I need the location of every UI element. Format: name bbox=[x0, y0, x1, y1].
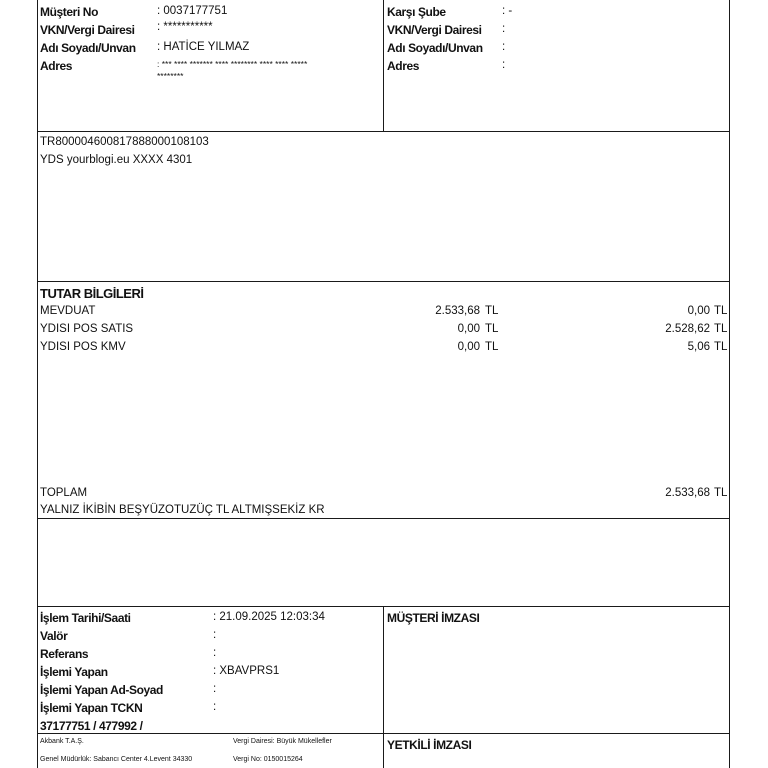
value-date-label: Valör bbox=[40, 629, 68, 643]
frame-right-border bbox=[729, 0, 730, 768]
customer-tax-value: : *********** bbox=[157, 21, 213, 33]
amount-row-credit: 5,06 bbox=[687, 341, 710, 353]
footer-bank-name: Akbank T.A.Ş. bbox=[40, 738, 84, 745]
customer-address-value-line2: ******** bbox=[157, 71, 184, 81]
amount-row-credit: 0,00 bbox=[687, 305, 710, 317]
transaction-code: 37177751 / 477992 / bbox=[40, 719, 143, 733]
amount-row-debit-currency: TL bbox=[485, 341, 499, 353]
operator-name-value: : bbox=[213, 683, 217, 695]
counterparty-address-value: : bbox=[502, 59, 506, 71]
total-label: TOPLAM bbox=[40, 487, 88, 499]
divider-after-amounts bbox=[37, 518, 730, 519]
counterparty-name-label: Adı Soyadı/Unvan bbox=[387, 41, 483, 55]
divider-after-parties bbox=[37, 131, 730, 132]
counterparty-address-label: Adres bbox=[387, 59, 420, 73]
amount-row-debit: 0,00 bbox=[457, 341, 480, 353]
transaction-date-value: : 21.09.2025 12:03:34 bbox=[213, 611, 325, 623]
transaction-date-label: İşlem Tarihi/Saati bbox=[40, 611, 131, 625]
customer-tax-label: VKN/Vergi Dairesi bbox=[40, 23, 135, 37]
footer-tax-number: Vergi No: 0150015264 bbox=[233, 756, 303, 763]
amount-row-name: MEVDUAT bbox=[40, 305, 96, 317]
amount-row-name: YDISI POS SATIS bbox=[40, 323, 134, 335]
counterparty-tax-label: VKN/Vergi Dairesi bbox=[387, 23, 482, 37]
operator-value: : XBAVPRS1 bbox=[213, 665, 280, 677]
counterparty-tax-value: : bbox=[502, 23, 506, 35]
operator-tckn-label: İşlemi Yapan TCKN bbox=[40, 701, 143, 715]
customer-no-value: : 0037177751 bbox=[157, 5, 228, 17]
amount-row-debit: 2.533,68 bbox=[435, 305, 480, 317]
amount-row-credit: 2.528,62 bbox=[665, 323, 710, 335]
customer-address-value: : *** **** ******* **** ******** **** **** ***** bbox=[157, 59, 308, 69]
amount-row-credit-currency: TL bbox=[714, 341, 728, 353]
operator-name-label: İşlemi Yapan Ad-Soyad bbox=[40, 683, 163, 697]
divider-after-description bbox=[37, 281, 730, 282]
customer-name-label: Adı Soyadı/Unvan bbox=[40, 41, 136, 55]
total-currency: TL bbox=[714, 487, 728, 499]
amount-row-debit-currency: TL bbox=[485, 323, 499, 335]
top-column-divider bbox=[383, 0, 384, 132]
signature-divider bbox=[383, 733, 730, 734]
customer-name-value: : HATİCE YILMAZ bbox=[157, 41, 250, 53]
amounts-title: TUTAR BİLGİLERİ bbox=[40, 286, 144, 301]
counterparty-name-value: : bbox=[502, 41, 506, 53]
amount-row-debit: 0,00 bbox=[457, 323, 480, 335]
operator-tckn-value: : bbox=[213, 701, 217, 713]
total-in-words: YALNIZ İKİBİN BEŞYÜZOTUZÜÇ TL ALTMIŞSEKİZ KR bbox=[40, 504, 325, 516]
amount-row-name: YDISI POS KMV bbox=[40, 341, 126, 353]
customer-address-label: Adres bbox=[40, 59, 73, 73]
iban-text: TR800004600817888000108103 bbox=[40, 136, 209, 148]
customer-signature-title: MÜŞTERİ İMZASI bbox=[387, 611, 480, 625]
authorized-signature-title: YETKİLİ İMZASI bbox=[387, 738, 472, 752]
branch-value: : - bbox=[502, 5, 513, 17]
footer-headquarters: Genel Müdürlük: Sabancı Center 4.Levent 34330 bbox=[40, 756, 193, 763]
reference-value: : bbox=[213, 647, 217, 659]
amount-row-debit-currency: TL bbox=[485, 305, 499, 317]
branch-label: Karşı Şube bbox=[387, 5, 446, 19]
footer-divider bbox=[37, 733, 384, 734]
frame-left-border bbox=[37, 0, 38, 768]
bottom-column-divider bbox=[383, 606, 384, 768]
amount-row-credit-currency: TL bbox=[714, 323, 728, 335]
description-text: YDS yourblogi.eu XXXX 4301 bbox=[40, 154, 193, 166]
footer-tax-office: Vergi Dairesi: Büyük Mükellefler bbox=[233, 738, 332, 745]
amount-row-credit-currency: TL bbox=[714, 305, 728, 317]
reference-label: Referans bbox=[40, 647, 89, 661]
value-date-value: : bbox=[213, 629, 217, 641]
customer-no-label: Müşteri No bbox=[40, 5, 99, 19]
total-value: 2.533,68 bbox=[665, 487, 710, 499]
operator-label: İşlemi Yapan bbox=[40, 665, 108, 679]
